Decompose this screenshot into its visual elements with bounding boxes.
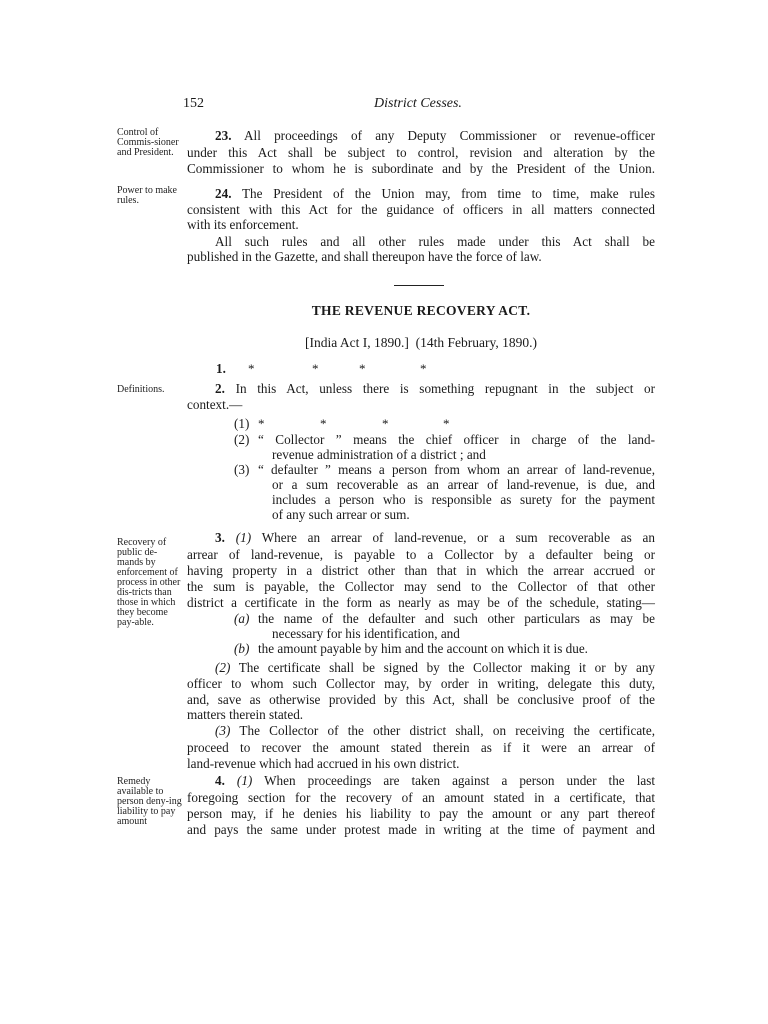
subsection-2-line-1: (2) The certificate shall be signed by the Collector making it or by any bbox=[215, 660, 656, 675]
clause-3-label: (3) bbox=[234, 462, 250, 477]
clause-3-line-4: of any such arrear or sum. bbox=[272, 507, 410, 522]
margin-note-section-3: Recovery of public de-mands by enforcement of process in other dis-tricts than those in which they become pay-able. bbox=[117, 537, 181, 628]
section-4-subsection-1: (1) bbox=[236, 773, 253, 788]
subsection-3-label: (3) bbox=[215, 723, 231, 738]
section-23-line-1: 23. All proceedings of any Deputy Commissioner or revenue-officer bbox=[215, 128, 655, 143]
margin-note-section-2: Definitions. bbox=[117, 384, 165, 395]
omission-star: * bbox=[443, 416, 450, 431]
clause-3-line-3: includes a person who is responsible as surety for the payment bbox=[272, 492, 655, 507]
section-23-line-3: Commissioner to whom he is subordinate and by the President of the Union. bbox=[187, 161, 655, 176]
page-header bbox=[183, 96, 653, 114]
subsection-3-line-3: land-revenue which had accrued in his own district. bbox=[187, 756, 460, 771]
subsection-3-line-1: (3) The Collector of the other district shall, on receiving the certificate, bbox=[215, 723, 655, 738]
omission-star: * bbox=[248, 361, 255, 376]
omission-star: * bbox=[320, 416, 327, 431]
section-3-line-5: district a certificate in the form as nearly as may be of the schedule, stating— bbox=[187, 595, 655, 610]
margin-note-section-4: Remedy available to person deny-ing liability to pay amount bbox=[117, 776, 182, 827]
omission-star: * bbox=[382, 416, 389, 431]
section-4-line-4: and pays the same under protest made in writing at the time of payment and bbox=[187, 822, 655, 837]
section-1-number: 1. bbox=[216, 361, 226, 376]
omission-star: * bbox=[312, 361, 319, 376]
running-title: District Cesses. bbox=[374, 96, 462, 111]
omission-star: * bbox=[420, 361, 427, 376]
clause-1-label: (1) bbox=[234, 416, 250, 431]
section-23-line-2: under this Act shall be subject to control, revision and alteration by the bbox=[187, 145, 655, 160]
clause-3-line-2: or a sum recoverable as an arrear of land-revenue, is due, and bbox=[272, 477, 655, 492]
section-24-line-1: 24. The President of the Union may, from time to time, make rules bbox=[215, 186, 655, 201]
section-4-line-2: foregoing section for the recovery of an amount stated in a certificate, that bbox=[187, 790, 655, 805]
section-24-line-4: All such rules and all other rules made under this Act shall be bbox=[215, 234, 655, 249]
section-2-number: 2. bbox=[215, 381, 225, 396]
section-3-line-2: arrear of land-revenue, is payable to a Collector by a defaulter being or bbox=[187, 547, 655, 562]
section-24-line-5: published in the Gazette, and shall thereupon have the force of law. bbox=[187, 249, 542, 264]
section-3-line-3: having property in a district other than that in which the arrear accrued or bbox=[187, 563, 655, 578]
clause-2-line-2: revenue administration of a district ; and bbox=[272, 447, 486, 462]
clause-2-label: (2) bbox=[234, 432, 250, 447]
item-a-label: (a) bbox=[234, 611, 250, 626]
subsection-2-line-4: matters therein stated. bbox=[187, 707, 304, 722]
omission-star: * bbox=[359, 361, 366, 376]
subsection-2-line-3: and, save as otherwise provided by this Act, shall be conclusive proof of the bbox=[187, 692, 655, 707]
section-divider-rule bbox=[394, 285, 444, 286]
act-citation: [India Act I, 1890.] bbox=[305, 335, 409, 350]
omission-star: * bbox=[258, 416, 265, 431]
section-4-number: 4. bbox=[215, 773, 225, 788]
act-title: THE REVENUE RECOVERY ACT. bbox=[311, 303, 531, 318]
section-3-subsection-1: (1) bbox=[235, 530, 252, 545]
act-citation-line bbox=[187, 335, 655, 351]
subsection-2-line-2: officer to whom such Collector may, by order in writing, delegate this duty, bbox=[187, 676, 655, 691]
section-3-number: 3. bbox=[215, 530, 225, 545]
subsection-3-line-2: proceed to recover the amount stated therein as if it were an arrear of bbox=[187, 740, 655, 755]
item-a-line-1: the name of the defaulter and such other particulars as may be bbox=[258, 611, 655, 626]
section-24-line-3: with its enforcement. bbox=[187, 217, 299, 232]
page-number: 152 bbox=[183, 96, 204, 111]
section-4-line-1: 4. (1) When proceedings are taken against a person under the last bbox=[215, 773, 656, 788]
act-date: (14th February, 1890.) bbox=[415, 335, 537, 350]
section-2-line-2: context.— bbox=[187, 397, 243, 412]
clause-3-line-1: “ defaulter ” means a person from whom an arrear of land-revenue, bbox=[258, 462, 655, 477]
section-4-line-3: person may, if he denies his liability to pay the amount or any part thereof bbox=[187, 806, 655, 821]
section-3-line-1: 3. (1) Where an arrear of land-revenue, or a sum recoverable as an bbox=[215, 530, 656, 545]
clause-2-line-1: “ Collector ” means the chief officer in charge of the land- bbox=[258, 432, 655, 447]
section-24-line-2: consistent with this Act for the guidance of officers in all matters connected bbox=[187, 202, 655, 217]
section-23-number: 23. bbox=[215, 128, 232, 143]
subsection-2-label: (2) bbox=[215, 660, 231, 675]
item-b-text: the amount payable by him and the account on which it is due. bbox=[258, 641, 588, 656]
item-a-line-2: necessary for his identification, and bbox=[272, 626, 460, 641]
margin-note-section-23: Control of Commis-sioner and President. bbox=[117, 127, 179, 158]
margin-note-section-24: Power to make rules. bbox=[117, 185, 177, 206]
section-24-number: 24. bbox=[215, 186, 232, 201]
section-3-line-4: the sum is payable, the Collector may send to the Collector of that other bbox=[187, 579, 655, 594]
section-1-line bbox=[216, 361, 684, 376]
section-2-line-1: 2. In this Act, unless there is something repugnant in the subject or bbox=[215, 381, 656, 396]
item-b-label: (b) bbox=[234, 641, 250, 656]
